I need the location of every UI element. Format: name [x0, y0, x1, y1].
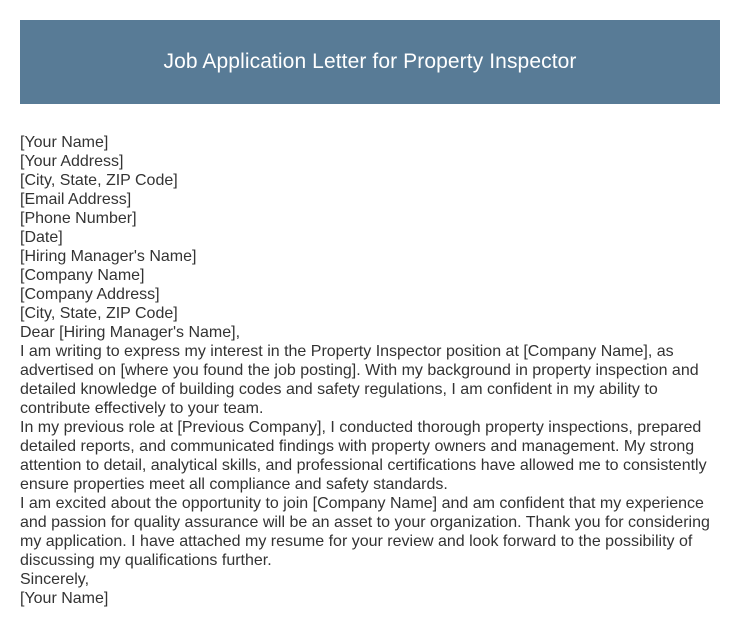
- signature: [Your Name]: [20, 590, 109, 607]
- closing: Sincerely,: [20, 571, 90, 588]
- salutation: Dear [Hiring Manager's Name],: [20, 324, 241, 341]
- sender-city-state-zip: [City, State, ZIP Code]: [20, 172, 178, 189]
- letter-body: [20, 133, 726, 608]
- recipient-city-state-zip: [City, State, ZIP Code]: [20, 305, 178, 322]
- sender-phone: [Phone Number]: [20, 210, 137, 227]
- paragraph-experience: In my previous role at [Previous Company], I conducted thorough property inspections, prepared detailed reports, and communicated findings with property owners and management. My strong attention to detail, analytical skills, and professional certifications have allowed me to consistently ensure properties meet all compliance and safety standards.: [20, 419, 707, 493]
- recipient-hiring-manager: [Hiring Manager's Name]: [20, 248, 197, 265]
- sender-address: [Your Address]: [20, 153, 124, 170]
- sender-email: [Email Address]: [20, 191, 132, 208]
- paragraph-intro: I am writing to express my interest in the Property Inspector position at [Company Name], as advertised on [where you found the job posting]. With my background in property inspection and detailed knowledge of building codes and safety regulations, I am confident in my ability to contribute effectively to your team.: [20, 343, 699, 417]
- page-title: Job Application Letter for Property Inspector: [163, 50, 577, 73]
- sender-name: [Your Name]: [20, 134, 109, 151]
- recipient-company-address: [Company Address]: [20, 286, 160, 303]
- paragraph-closing: I am excited about the opportunity to join [Company Name] and am confident that my experience and passion for quality assurance will be an asset to your organization. Thank you for considering my application. I have attached my resume for your review and look forward to the possibility of discussing my qualifications further.: [20, 495, 710, 569]
- recipient-company-name: [Company Name]: [20, 267, 145, 284]
- letter-date: [Date]: [20, 229, 63, 246]
- letter-header-banner: [20, 20, 720, 104]
